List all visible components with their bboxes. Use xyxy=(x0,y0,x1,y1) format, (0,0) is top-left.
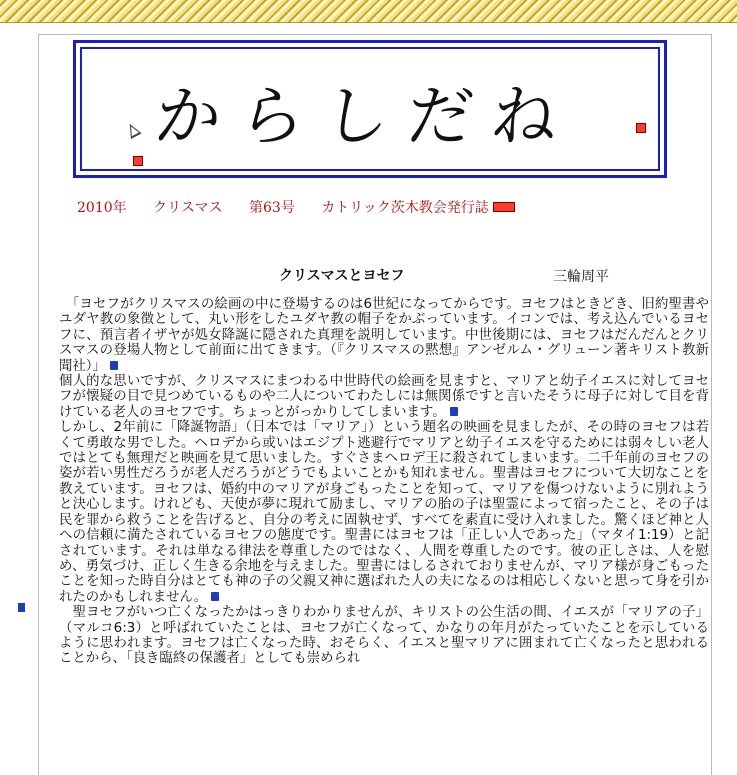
article-author: 三輪周平 xyxy=(553,269,609,285)
issue-publisher: カトリック茨木教会発行誌 xyxy=(321,200,489,216)
page-frame xyxy=(38,34,712,775)
paragraph-mark-icon xyxy=(450,407,458,416)
article-paragraph: 個人的な思いですが、クリスマスにまつわる中世時代の絵画を見ますと、マリアと幼子イエスに対してヨセフが懐疑の目で見つめているものや二人についてわたしには無関係ですと言いたそうに母子に対して目を背けている老人のヨセフです。ちょっとがっかりしてしまいます。 xyxy=(59,374,709,420)
paragraph-mark-icon xyxy=(211,592,219,601)
issue-season: クリスマス xyxy=(153,200,223,216)
masthead-title: からしだね xyxy=(151,78,580,155)
broken-image-icon xyxy=(636,123,646,133)
article-paragraph: 聖ヨセフがいつ亡くなったかはっきりわかりませんが、キリストの公生活の間、イエスが「マリアの子」（マルコ6:3）と呼ばれていたことは、ヨセフが亡くなって、かなりの年月がたっていたことを示しているように思われます。ヨセフは亡くなった時、おそらく、イエスと聖マリアに囲まれて亡くなったと思われることから、「良き臨終の保護者」としても崇められ xyxy=(59,605,709,667)
article-body xyxy=(59,297,709,667)
issue-info xyxy=(77,197,537,217)
article-paragraph: しかし、2年前に「降誕物語」（日本では「マリア」）という題名の映画を見ましたが、その時のヨセフは若くて勇敢な男でした。ヘロデから或いはエジプト逃避行でマリアと幼子イエスを守るためには弱々しい老人ではとても無理だと映画を見て思いました。すぐさまヘロデ王に殺されてしまいます。二千年前のヨセフの姿が若い男性だろうが老人だろうがどうでもよいことかも知れません。聖書はヨセフについて大切なことを教えています。ヨセフは、婚約中のマリアが身ごもったことを知って、マリアを傷つけないように別れようと決心します。けれども、天使が夢に現れて励まし、マリアの胎の子は聖霊によって宿ったこと、その子は民を罪から救うことを告げると、自分の考えに固執せず、すべてを素直に受け入れました。驚くほど神と人への信頼に満たされているヨセフの態度です。聖書にはヨセフは「正しい人であった」（マタイ1:19）と記されています。それは単なる律法を尊重したのではなく、人間を尊重したのです。彼の正しさは、人を慰め、勇気づけ、正しく生きる余地を与えました。聖書にはしるされておりませんが、マリア様が身ごもったことを知った時自分はとても神の子の父親又神に選ばれた人の夫になるのは相応しくないと思って身を引かれたのかもしれません。 xyxy=(59,420,709,605)
broken-image-icon xyxy=(493,202,515,212)
issue-year: 2010年 xyxy=(77,200,127,216)
issue-number: 第63号 xyxy=(249,200,295,216)
article-title: クリスマスとヨセフ xyxy=(279,268,405,284)
paragraph-mark-icon xyxy=(18,603,25,612)
masthead-banner xyxy=(73,40,667,178)
decorative-top-border xyxy=(0,0,737,23)
article-paragraph: 「ヨセフがクリスマスの絵画の中に登場するのは6世紀になってからです。ヨセフはときどき、旧約聖書やユダヤ教の象徴として、丸い形をしたユダヤ教の帽子をかぶっています。イコンでは、考え込んでいるヨセフに、預言者イザヤが処女降誕に隠された真理を説明しています。中世後期には、ヨセフはだんだんとクリスマスの登場人物として前面に出てきます。（『クリスマスの黙想』アンゼルム・グリューン著キリスト教新聞社）」 xyxy=(59,297,710,374)
paragraph-mark-icon xyxy=(110,361,118,370)
broken-image-icon xyxy=(133,156,143,166)
